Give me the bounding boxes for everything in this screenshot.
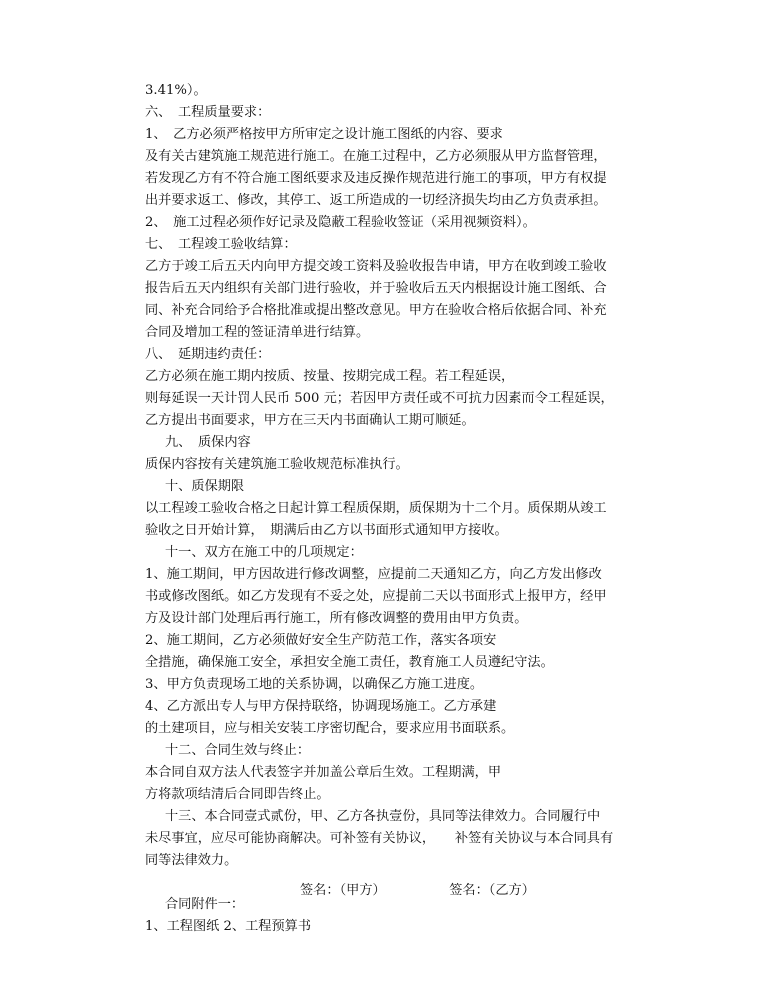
text-line: 八、 延期违约责任： [145,347,271,362]
text-line: 合同及增加工程的签证清单进行结算。 [145,325,370,340]
text-line: 同等法律效力。 [145,853,238,868]
text-line: 报告后五天内组织有关部门进行验收，并于验收后五天内根据设计施工图纸、合 [145,281,607,296]
contract-body [145,80,645,938]
text-line: 书或修改图纸。如乙方发现有不妥之处，应提前二天以书面形式上报甲方，经甲 [145,589,607,604]
text-line: 3.41%）。 [145,83,207,98]
text-line: 十一、双方在施工中的几项规定： [165,545,363,560]
text-line: 方及设计部门处理后再行施工，所有修改调整的费用由甲方负责。 [145,611,528,626]
text-line: 九、 质保内容 [165,435,251,450]
text-line: 若发现乙方有不符合施工图纸要求及违反操作规范进行施工的事项，甲方有权提 [145,171,607,186]
text-line: 质保内容按有关建筑施工验收规范标准执行。 [145,457,409,472]
text-line: 十二、合同生效与终止： [165,743,311,758]
text-line: 的土建项目，应与相关安装工序密切配合，要求应用书面联系。 [145,721,515,736]
text-line: 十、质保期限 [165,479,245,494]
text-line: 乙方于竣工后五天内向甲方提交竣工资料及验收报告申请，甲方在收到竣工验收 [145,259,607,274]
signature-row [300,880,535,902]
text-line: 及有关古建筑施工规范进行施工。在施工过程中，乙方必须服从甲方监督管理， [145,149,607,164]
text-line: 全措施，确保施工安全，承担安全施工责任，教育施工人员遵纪守法。 [145,655,554,670]
text-line: 未尽事宜，应尽可能协商解决。可补签有关协议， 补签有关协议与本合同具有 [145,831,614,846]
text-line: 乙方必须在施工期内按质、按量、按期完成工程。若工程延误， [145,369,515,384]
text-line: 十三、本合同壹式贰份，甲、乙方各执壹份，具同等法律效力。合同履行中 [165,809,601,824]
text-line: 本合同自双方法人代表签字并加盖公章后生效。工程期满，甲 [145,765,502,780]
text-line: 1、工程图纸 2、工程预算书 [145,919,312,934]
text-line: 合同附件一： [165,897,245,912]
signature-party-b: 签名：（乙方） [449,883,535,898]
text-line: 出并要求返工、修改，其停工、返工所造成的一切经济损失均由乙方负责承担。 [145,193,607,208]
text-line: 3、甲方负责现场工地的关系协调，以确保乙方施工进度。 [145,677,484,692]
text-line: 以工程竣工验收合格之日起计算工程质保期，质保期为十二个月。质保期从竣工 [145,501,607,516]
text-line: 4、乙方派出专人与甲方保持联络，协调现场施工。乙方承建 [145,699,497,714]
text-line: 乙方提出书面要求，甲方在三天内书面确认工期可顺延。 [145,413,475,428]
text-line: 则每延误一天计罚人民币 500 元；若因甲方责任或不可抗力因素而令工程延误， [145,391,614,406]
text-line: 验收之日开始计算， 期满后由乙方以书面形式通知甲方接收。 [145,523,508,538]
text-line: 1、施工期间，甲方因故进行修改调整，应提前二天通知乙方，向乙方发出修改 [145,567,602,582]
text-line: 2、施工期间，乙方必须做好安全生产防范工作，落实各项安 [145,633,497,648]
text-line: 六、 工程质量要求： [145,105,271,120]
text-line: 2、 施工过程必须作好记录及隐蔽工程验收签证（采用视频资料）。 [145,215,536,230]
text-line: 七、 工程竣工验收结算： [145,237,297,252]
text-line: 1、 乙方必须严格按甲方所审定之设计施工图纸的内容、要求 [145,127,503,142]
signature-party-a: 签名：（甲方） [300,883,386,898]
text-line: 同、补充合同给予合格批准或提出整改意见。甲方在验收合格后依据合同、补充 [145,303,607,318]
text-line: 方将款项结清后合同即告终止。 [145,787,330,802]
